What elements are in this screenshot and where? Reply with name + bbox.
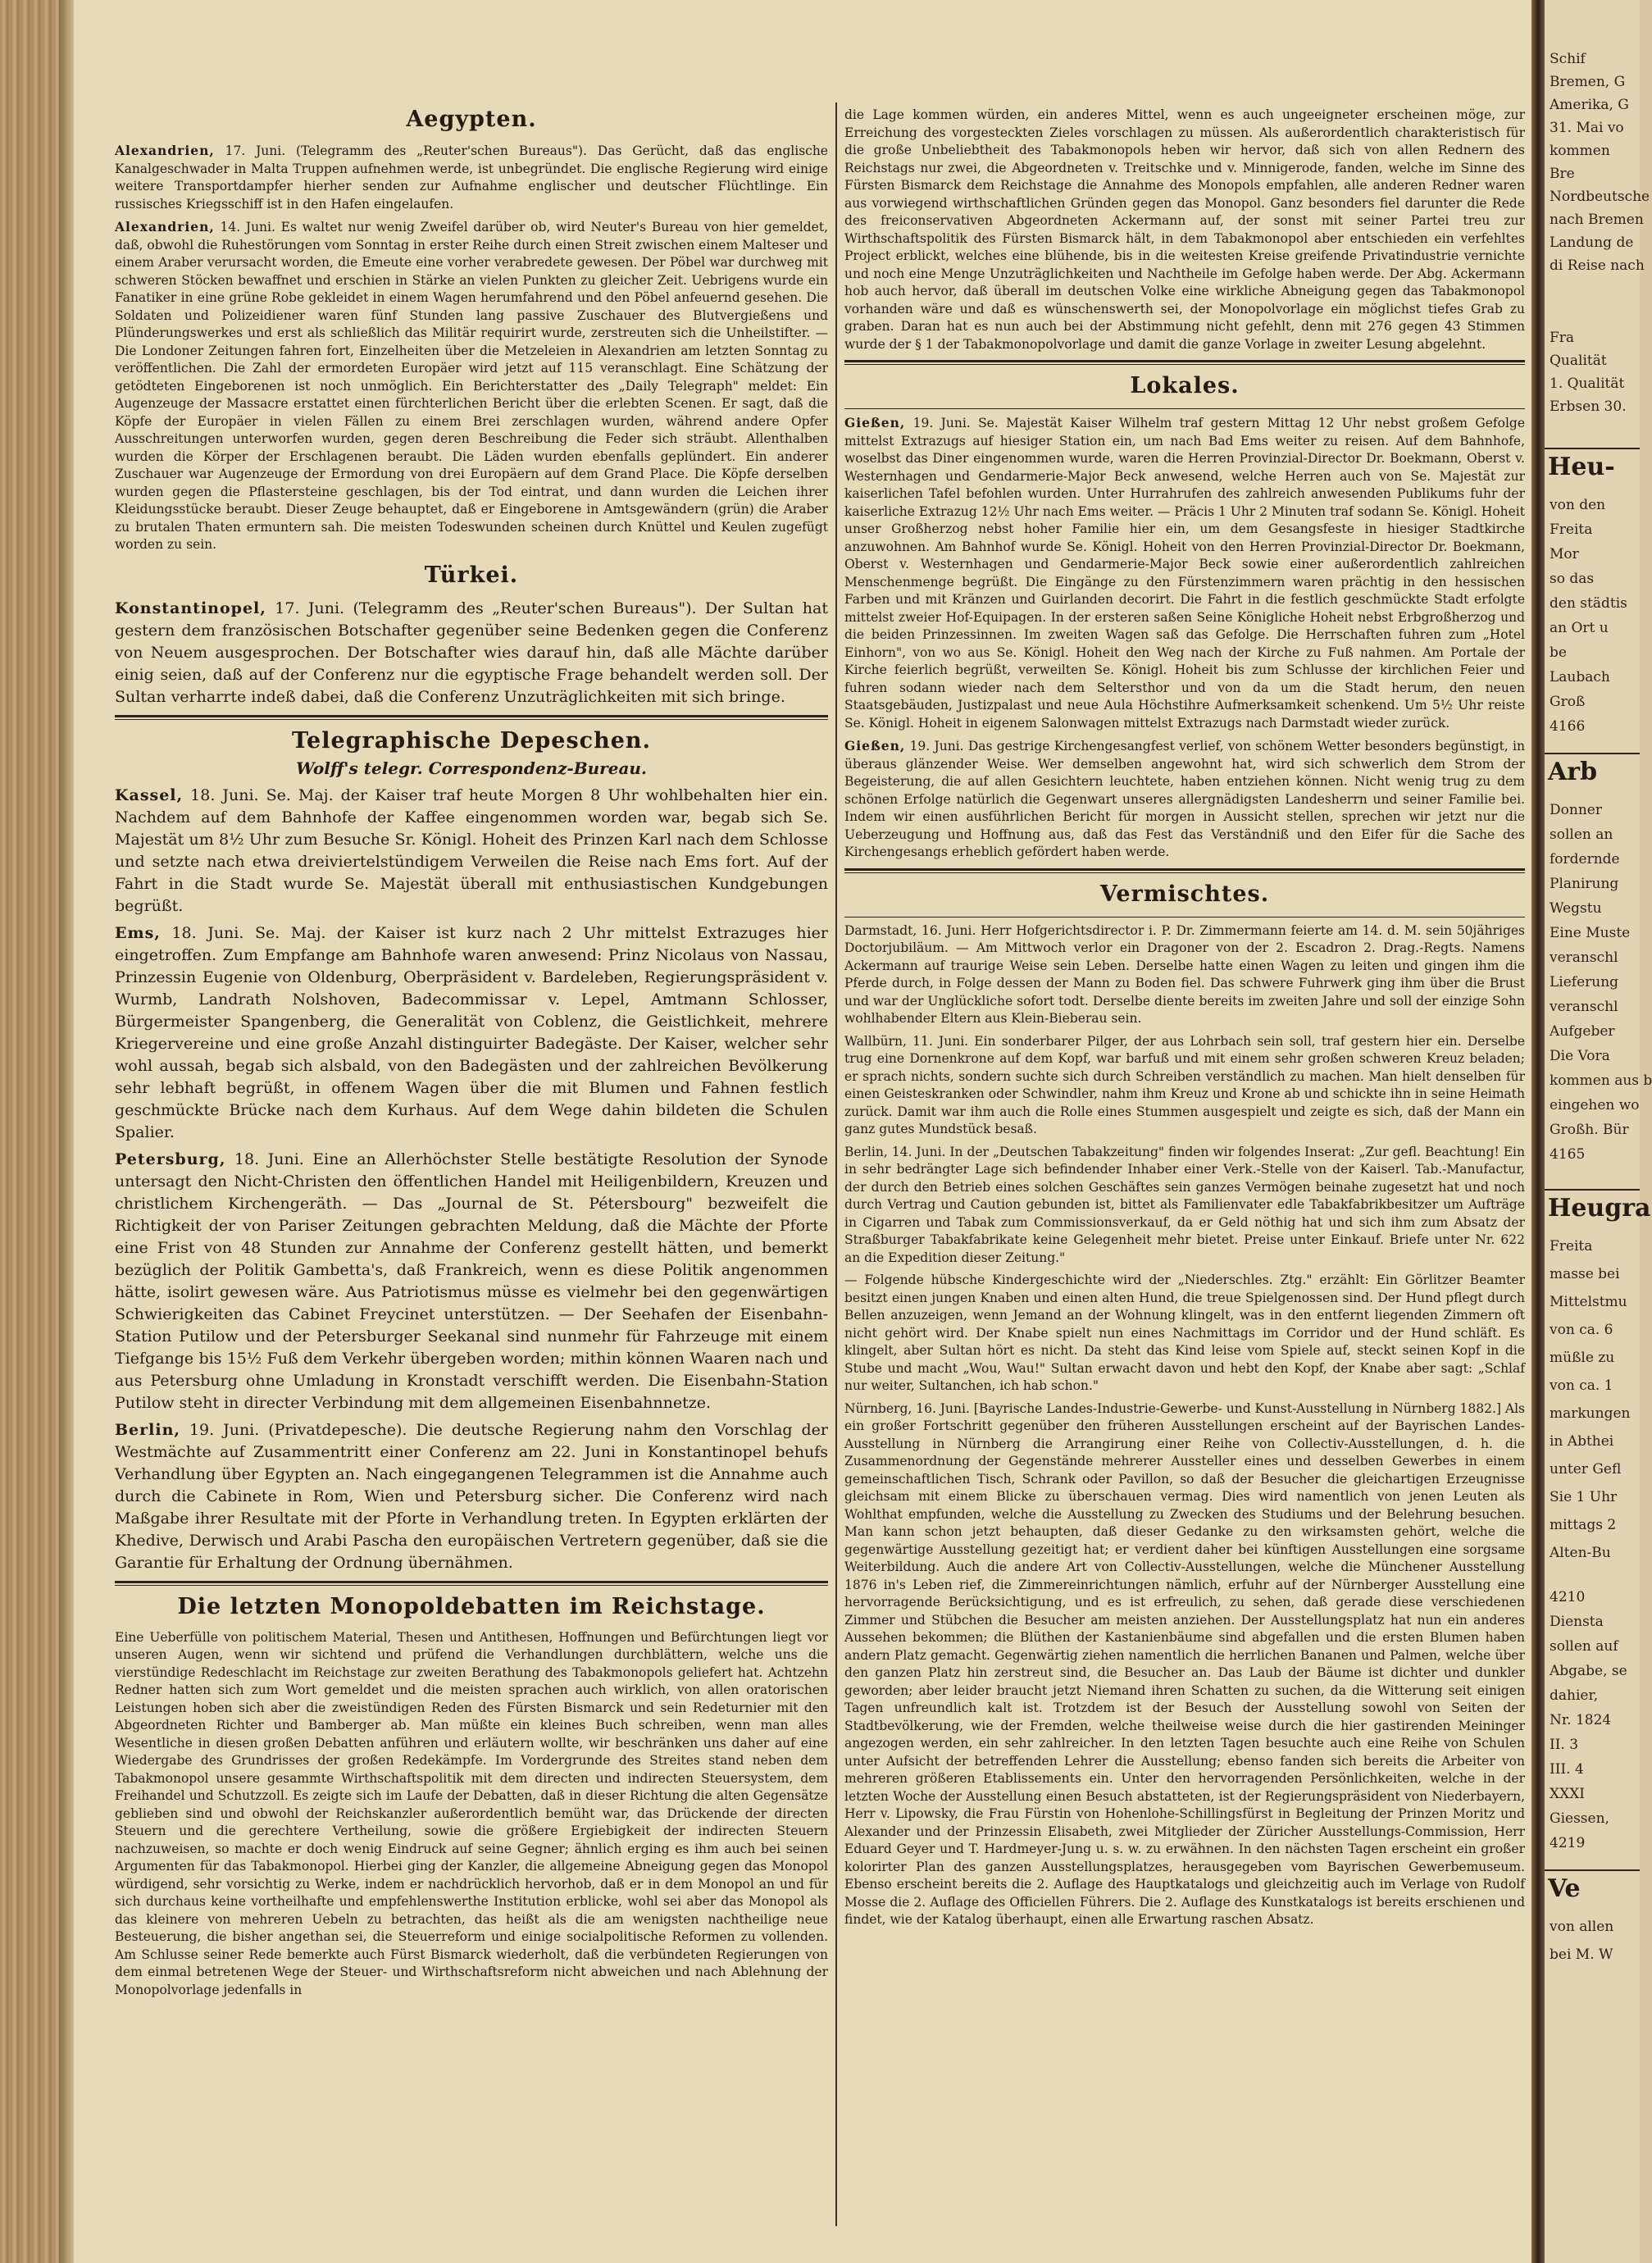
adjacent-page-line: Groß bbox=[1550, 694, 1586, 710]
article-paragraph: Darmstadt, 16. Juni. Herr Hofgerichtsdirector i. P. Dr. Zimmermann feierte am 14. d. M. sein 50jähriges Doctorjubiläum. — Am Mittwoch verlor ein Dragoner von der 2. Escadron 2. Drag.-Regts. Namens Ackermann auf traurige Weise sein Leben. Derselbe hatte einen Wagen zu leiten und gingen ihm die Pferde durch, in Folge dessen der Mann zu Boden fiel. Das schwere Fuhrwerk ging ihm über die Brust und war der Unglückliche sofort todt. Derselbe diente bereits im zweiten Jahre und soll der einzige Sohn wohlhabender Eltern aus Klein-Bieberau sein. bbox=[844, 922, 1525, 1026]
adjacent-page-line: Qualität bbox=[1550, 353, 1607, 369]
article-paragraph: Gießen, 19. Juni. Das gestrige Kirchengesangfest verlief, von schönem Wetter besonders begünstigt, in überaus glänzender Weise. Wer demselben angewohnt hat, wird sich schwerlich dem Strom der Begeisterung, die auf allen Gesichtern leuchtete, haben entziehen können. Nicht wenig trug zu dem schönen Erfolge natürlich die Gegenwart unseres allergnädigsten Landesherrn und seiner Familie bei. Indem wir einen ausführlichen Bericht für morgen in Aussicht stellen, sprechen wir jetzt nur die Ueberzeugung und Hoffnung aus, daß das Fest das Verständniß und den Eifer für die Sache des Kirchengesangs erheblich gefördert haben werde. bbox=[844, 738, 1525, 859]
section-rule bbox=[844, 408, 1525, 409]
adjacent-page-line: be bbox=[1550, 644, 1567, 661]
adjacent-page-line: von ca. 1 bbox=[1550, 1377, 1613, 1394]
adjacent-page-line: markungen bbox=[1550, 1405, 1631, 1422]
adjacent-page-line: III. 4 bbox=[1550, 1761, 1584, 1778]
adjacent-page-line: XXXI bbox=[1550, 1786, 1586, 1802]
adjacent-page-line: Bre bbox=[1550, 166, 1575, 182]
dateline: Gießen, bbox=[844, 738, 906, 754]
adjacent-page-line: Fra bbox=[1550, 330, 1575, 346]
adjacent-page-line: Nr. 1824 bbox=[1550, 1712, 1612, 1728]
article-paragraph: Ems, 18. Juni. Se. Maj. der Kaiser ist kurz nach 2 Uhr mittelst Extrazuges hier eingetroffen. Zum Empfange am Bahnhofe waren anwesend: Prinz Nicolaus von Nassau, Prinzessin Eugenie von Oldenburg, Oberpräsident v. Bardeleben, Regierungspräsident v. Wurmb, Landrath Nolshoven, Badecommissar v. Lepel, Amtmann Schlosser, Bürgermeister Spangenberg, die Generalität von Coblenz, die Geistlichkeit, mehrere Kriegervereine und eine große Anzahl distinguirter Badegäste. Der Kaiser, welcher sehr wohl aussah, begab sich alsbald, von den Badegästen und der zahlreichen Bevölkerung sehr lebhaft begrüßt, in offenem Wagen über die mit Blumen und Fahnen festlich geschmückte Brücke nach dem Kurhaus. Auf dem Wege dahin bildeten die Schulen Spalier. bbox=[115, 923, 828, 1141]
adjacent-page-line: Landung de bbox=[1550, 234, 1634, 251]
adjacent-page-line: Sie 1 Uhr bbox=[1550, 1489, 1618, 1505]
article-paragraph: Kassel, 18. Juni. Se. Maj. der Kaiser traf heute Morgen 8 Uhr wohlbehalten hier ein. Nachdem auf dem Bahnhofe der Kaffee eingenommen worden war, begab sich Se. Majestät um 8½ Uhr zum Besuche Sr. Königl. Hoheit des Prinzen Karl nach dem Schlosse und setzte nach etwa dreiviertelstündigem Verweilen die Reise nach Ems fort. Auf der Fahrt in die Stadt wurde Se. Majestät überall mit enthusiastischen Kundgebungen begrüßt. bbox=[115, 785, 828, 915]
adjacent-page-line: kommen aus b bbox=[1550, 1072, 1652, 1089]
adjacent-page-line: Eine Muste bbox=[1550, 925, 1631, 941]
section-heading-vermischtes: Vermischtes. bbox=[1099, 881, 1270, 907]
section-subheading: Wolff's telegr. Correspondenz-Bureau. bbox=[296, 758, 647, 778]
section-rule bbox=[844, 868, 1525, 873]
dateline: Gießen, bbox=[844, 415, 906, 430]
adjacent-page-rule bbox=[1545, 753, 1640, 754]
adjacent-page-line: an Ort u bbox=[1550, 620, 1609, 636]
adjacent-page-line: in Abthei bbox=[1550, 1433, 1614, 1450]
adjacent-page-line: Mor bbox=[1550, 546, 1579, 562]
adjacent-page-line: sollen an bbox=[1550, 826, 1613, 843]
adjacent-page-line: 31. Mai vo bbox=[1550, 120, 1624, 136]
adjacent-page-line: Großh. Bür bbox=[1550, 1122, 1629, 1138]
article-paragraph: die Lage kommen würden, ein anderes Mittel, wenn es auch ungeeigneter erscheinen möge, zur Erreichung des vorgesteckten Zieles vorschlagen zu müssen. Als außerordentlich charakteristisch für die große Unbeliebtheit des Tabakmonopols heben wir hervor, daß sich von allen Rednern des Reichstags nur zwei, die Abgeordneten v. Treitschke und v. Minnigerode, fanden, welche im Sinne des Fürsten Bismarck dem Reichstage die Annahme des Monopols empfahlen, alle anderen Redner waren aus vorwiegend wirthschaftlichen Gründen gegen das Monopol. Ganz besonders fiel darunter die Rede des freiconservativen Abgeordneten Ackermann auf, der sonst mit seiner Partei treu zur Wirthschaftspolitik des Fürsten Bismarck hält, in dem Tabakmonopol aber entschieden ein verfehltes Project erblickt, welches eine blühende, bis in die weitesten Kreise greifende Privatindustrie vernichte und noch eine Menge Unzuträglichkeiten und Nachtheile im Gefolge haben werde. Der Abg. Ackermann hob auch hervor, daß überall im deutschen Volke eine wirkliche Abneigung gegen das Tabakmonopol vorhanden wäre und daß es wünschenswerth sei, der Monopolvorlage ein möglichst tiefes Grab zu graben. Daran hat es nun auch bei der Abstimmung nicht gefehlt, denn mit 276 gegen 43 Stimmen wurde der § 1 der Tabakmonopolvorlage und damit die ganze Vorlage in zweiter Lesung abgelehnt. bbox=[844, 107, 1525, 352]
column-divider bbox=[835, 102, 837, 2226]
dateline: Konstantinopel, bbox=[115, 599, 266, 617]
article-paragraph: Gießen, 19. Juni. Se. Majestät Kaiser Wilhelm traf gestern Mittag 12 Uhr nebst großem Gefolge mittelst Extrazugs auf hiesiger Station ein, um nach Bad Ems weiter zu reisen. Auf dem Bahnhofe, woselbst das Diner eingenommen wurde, waren die Herren Provinzial-Director Dr. Boekmann, Oberst v. Westernhagen und Gendarmerie-Major Beck anwesend, welche Herren auch von Se. Majestät zur kaiserlichen Tafel befohlen wurden. Unter Hurrahrufen des zahlreich anwesenden Publikums fuhr der kaiserliche Extrazug 12½ Uhr nach Ems weiter. — Präcis 1 Uhr 2 Minuten traf sodann Se. Königl. Hoheit unser Großherzog nebst hoher Familie hier ein, um dem Gesangsfeste in hiesiger Stadtkirche anzuwohnen. Am Bahnhof wurde Se. Königl. Hoheit von den Herren Provinzial-Director Dr. Boekmann, Oberst v. Westernhagen und Gendarmerie-Major Beck sowie einer außerordentlich zahlreichen Menschenmenge begrüßt. Die Eingänge zu den Fürstenzimmern waren prächtig in den hessischen Farben und mit Kränzen und Guirlanden decorirt. Die Fahrt in die festlich geschmückte Stadt erfolgte mittelst zweier Hof-Equipagen. In der ersteren saßen Seine Königliche Hoheit nebst Erbgroßherzog und die beiden Prinzessinnen. Im zweiten Wagen saß das Gefolge. Die Herrschaften fuhren zum „Hotel Einhorn", von wo aus Se. Königl. Hoheit den Weg nach der Kirche zu Fuß nahmen. Am Portale der Kirche feierlich begrüßt, verweilten Se. Königl. Hoheit bis zum Schlusse der kirchlichen Feier und fuhren sodann wieder nach dem Seltersthor und von da um die Stadt herum, den neuen Staatsgebäuden, Justizpalast und neue Aula Höchstihre Aufmerksamkeit schenkend. Um 5½ Uhr reiste Se. Königl. Hoheit in eigenem Salonwagen mittelst Extrazugs nach Darmstadt wieder zurück. bbox=[844, 415, 1525, 731]
adjacent-page-line: di Reise nach bbox=[1550, 257, 1645, 274]
adjacent-page-heading: Arb bbox=[1548, 758, 1598, 786]
dateline: Alexandrien, bbox=[115, 219, 215, 234]
article-paragraph: Konstantinopel, 17. Juni. (Telegramm des „Reuter'schen Bureaus"). Der Sultan hat gestern dem französischen Botschafter gegenüber seine Bedenken gegen die Conferenz von Neuem ausgesprochen. Der Botschafter wies darauf hin, daß alle Mächte darüber einig seien, daß auf der Conferenz nur die egyptische Frage behandelt werden soll. Der Sultan verharrte indeß dabei, daß die Conferenz Unzuträglichkeiten mit sich bringe. bbox=[115, 599, 828, 706]
section-rule bbox=[115, 715, 828, 720]
adjacent-page-line: Planirung bbox=[1550, 876, 1619, 892]
article-paragraph: Berlin, 19. Juni. (Privatdepesche). Die deutsche Regierung nahm den Vorschlag der Westmächte auf Zusammentritt einer Conferenz am 22. Juni in Konstantinopel behufs Verhandlung über Egypten an. Nach eingegangenen Telegrammen ist die Annahme auch durch die Cabinete in Rom, Wien und Petersburg sicher. Die Conferenz wird nach Maßgabe ihrer Resultate mit der Pforte in Verhandlung treten. In Egypten erklärten der Khedive, Derwisch und Arabi Pascha den europäischen Vertretern gegenüber, daß sie die Garantie für Erhaltung der Ordnung übernähmen. bbox=[115, 1420, 828, 1572]
adjacent-page-rule bbox=[1545, 448, 1640, 449]
adjacent-page-line: Lieferung bbox=[1550, 974, 1619, 990]
article-paragraph: Petersburg, 18. Juni. Eine an Allerhöchster Stelle bestätigte Resolution der Synode untersagt den Nicht-Christen den öffentlichen Handel mit Heiligenbildern, Kreuzen und christlichem Kirchengeräth. — Das „Journal de St. Pétersbourg" bezweifelt die Richtigkeit der von Pariser Zeitungen gebrachten Meldung, daß die Mächte der Pforte eine Frist von 48 Stunden zur Annahme der Conferenz gestellt hätten, und bemerkt bezüglich der Politik Gambetta's, daß Frankreich, wenn es diese Politik angenommen hätte, isolirt gewesen wäre. Aus Patriotismus müsse es vielmehr bei den gegenwärtigen Schwierigkeiten das Cabinet Freycinet unterstützen. — Der Seehafen der Eisenbahn-Station Putilow und der Petersburger Seekanal sind nunmehr für Fahrzeuge mit einem Tiefgange bis 15½ Fuß dem Verkehr übergeben worden; mithin können Waaren nach und aus Petersburg ohne Umladung in Kronstadt verschifft werden. Die Eisenbahn-Station Putilow steht in directer Verbindung mit dem allgemeinen Eisenbahnnetze. bbox=[115, 1150, 828, 1412]
adjacent-page-line: müßle zu bbox=[1550, 1350, 1615, 1366]
adjacent-page-line: veranschl bbox=[1550, 999, 1618, 1015]
section-heading-depeschen: Telegraphische Depeschen. bbox=[292, 727, 651, 754]
section-rule bbox=[844, 360, 1525, 365]
article-paragraph: Wallbürn, 11. Juni. Ein sonderbarer Pilger, der aus Lohrbach sein soll, traf gestern hier ein. Derselbe trug eine Dornenkrone auf dem Kopf, war barfuß und mit einem sehr großen schweren Kreuz beladen; er sprach nichts, sondern suchte sich durch Schreiben verständlich zu machen. Man hielt denselben für einen Geisteskranken oder Schwindler, nahm ihm Kreuz und Krone ab und schickte ihn in seine Heimath zurück. Damit war ihm auch die Rolle eines Stummen ausgespielt und zeigte es sich, daß der Mann ein ganz gutes Mundstück besaß. bbox=[844, 1033, 1525, 1136]
adjacent-page bbox=[1545, 0, 1652, 2263]
adjacent-page-line: unter Gefl bbox=[1550, 1461, 1622, 1478]
adjacent-page-line: 4219 bbox=[1550, 1835, 1586, 1851]
section-heading-lokales: Lokales. bbox=[1130, 373, 1240, 398]
article-paragraph: Nürnberg, 16. Juni. [Bayrische Landes-Industrie-Gewerbe- und Kunst-Ausstellung in Nürnberg 1882.] Als ein großer Fortschritt gegenüber den früheren Ausstellungen erscheint auf der Bayrischen Landes-Ausstellung in Nürnberg die Arrangirung einer Reihe von Collectiv-Ausstellungen, d. h. die Zusammenordnung der Gegenstände mehrerer Aussteller eines und desselben Gewerbes in einem gemeinschaftlichen Tisch, Schrank oder Pavillon, so daß der Besucher die gleichartigen Erzeugnisse gleichsam mit einem Blicke zu überschauen vermag. Dies wird namentlich von jenen Leuten als Wohlthat empfunden, welche die Ausstellung zu Zwecken des Studiums und der Belehrung besuchen. Man kann schon jetzt behaupten, daß dieser Gedanke zu den wirksamsten gehört, welche die gegenwärtige Ausstellung gezeitigt hat; er verdient daher bei künftigen Ausstellungen eine sorgsame Weiterbildung. Auch die andere Art von Collectiv-Ausstellungen, welche die Münchener Ausstellung 1876 in's Leben rief, die Zimmereinrichtungen nämlich, erfuhr auf der Nürnberger Ausstellung eine hervorragende Berücksichtigung, und es ist erfreulich, zu sehen, daß gerade diese verschiedenen Zimmer und Stübchen die Besucher am meisten anziehen. Der Ausstellungsplatz hat nun ein anderes Aussehen bekommen; die Blüthen der Kastanienbäume sind abgefallen und die ersten Blumen haben andern Platz gemacht. Gegenwärtig ziehen namentlich die herrlichen Bananen und Palmen, welche über den ganzen Platz hin zerstreut sind, die Besucher an. Das Laub der Bäume ist dichter und dunkler geworden; aber leider braucht jetzt Niemand ihren Schatten zu suchen, da die Witterung seit einigen Tagen unfreundlich kalt ist. Trotzdem ist der Besuch der Ausstellung sowohl von Seiten der Stadtbevölkerung, wie der Fremden, welche theilweise weise durch die hier gastirenden Meininger angezogen werden, ein sehr zahlreicher. In den letzten Tagen besuchte auch eine Reihe von Schulen unter Aufsicht der betreffenden Lehrer die Ausstellung; ebenso fanden sich bereits die Arbeiter von mehreren größeren Etablissements ein. Unter den hervorragenden Persönlichkeiten, welche in der letzten Woche der Ausstellung einen Besuch abstatteten, ist der Regierungspräsident von Niederbayern, Herr v. Lipowsky, die Frau Fürstin von Hohenlohe-Schillingsfürst in Begleitung der Prinzen Moritz und Alexander und der Prinzessin Elisabeth, zwei Mitglieder der Züricher Ausstellungs-Commission, Herr Eduard Geyer und T. Hardmeyer-Jung u. s. w. zu erwähnen. In den nächsten Tagen erscheint ein großer kolorirter Plan des ganzen Ausstellungsplatzes, herausgegeben vom Bayrischen Gewerbemuseum. Ebenso erscheint bereits die 2. Auflage des Hauptkatalogs und gleichzeitig auch im Verlage von Rudolf Mosse die 2. Auflage des Officiellen Führers. Die 2. Auflage des Kunstkatalogs ist bereits erschienen und findet, wie der Katalog überhaupt, einen alle Erwartung raschen Absatz. bbox=[844, 1400, 1526, 1927]
adjacent-page-rule bbox=[1545, 1189, 1640, 1191]
adjacent-page-line: eingehen wo bbox=[1550, 1097, 1640, 1113]
dateline: Berlin, bbox=[115, 1420, 181, 1439]
article-paragraph: — Folgende hübsche Kindergeschichte wird der „Niederschles. Ztg." erzählt: Ein Görlitzer Beamter besitzt einen jungen Knaben und einen alten Hund, die treue Spielgenossen sind. Der Hund pflegt durch Bellen anzuzeigen, wenn Jemand an der Wohnung klingelt, was in den entfernt liegenden Zimmern oft nicht gehört wird. Der Knabe spielt nun eines Nachmittags im Corridor und der Hund schläft. Es klingelt, aber Sultan hört es nicht. Da steht das Kind leise vom Spiele auf, steckt seinen Kopf in die Stube und macht „Wou, Wau!" Sultan erwacht davon und hebt den Kopf, der Knabe aber sagt: „Schlaf nur weiter, Sultanchen, ich hab schon." bbox=[844, 1273, 1525, 1393]
dateline: Ems, bbox=[115, 923, 161, 942]
book-gutter bbox=[1531, 0, 1545, 2263]
adjacent-page-line: Abgabe, se bbox=[1550, 1663, 1627, 1679]
adjacent-page-line: 4166 bbox=[1550, 718, 1586, 735]
dateline: Alexandrien, bbox=[115, 143, 215, 158]
adjacent-page-line: Mittelstmu bbox=[1550, 1294, 1627, 1310]
article-paragraph: Alexandrien, 17. Juni. (Telegramm des „Reuter'schen Bureaus"). Das Gerücht, daß das englische Kanalgeschwader in Malta Truppen aufnehmen werde, ist unbegründet. Die englische Regierung wird einige weitere Transportdampfer hierher senden zur Aufnahme englischer und deutscher Flüchtlinge. Ein russisches Kriegsschiff ist in den Hafen eingelaufen. bbox=[115, 143, 828, 212]
adjacent-page-line: II. 3 bbox=[1550, 1737, 1579, 1753]
page-edge bbox=[59, 0, 74, 2263]
book-spine bbox=[0, 0, 59, 2263]
right-column bbox=[844, 107, 1525, 1934]
adjacent-page-line: dahier, bbox=[1550, 1687, 1599, 1704]
adjacent-page-line: fordernde bbox=[1550, 851, 1620, 867]
adjacent-page-line: bei M. W bbox=[1550, 1947, 1613, 1963]
adjacent-page-line: den städtis bbox=[1550, 595, 1627, 612]
adjacent-page-line: Alten-Bu bbox=[1550, 1545, 1611, 1561]
adjacent-page-line: Diensta bbox=[1550, 1614, 1604, 1630]
adjacent-page-line: masse bei bbox=[1550, 1266, 1620, 1282]
adjacent-page-line: von den bbox=[1550, 497, 1606, 513]
adjacent-page-line: Nordbeutsche bbox=[1550, 189, 1650, 205]
section-heading-tuerkei: Türkei. bbox=[424, 562, 519, 588]
adjacent-page-heading: Heu- bbox=[1548, 453, 1615, 481]
adjacent-page-line: Amerika, G bbox=[1550, 97, 1629, 113]
adjacent-page-line: von allen bbox=[1550, 1919, 1614, 1935]
adjacent-page-line: Wegstu bbox=[1550, 900, 1602, 917]
adjacent-page-line: Aufgeber bbox=[1550, 1023, 1615, 1040]
adjacent-page-line: Erbsen 30. bbox=[1550, 398, 1627, 415]
adjacent-page-line: Giessen, bbox=[1550, 1810, 1609, 1827]
left-column bbox=[115, 98, 828, 2004]
adjacent-page-line: 4210 bbox=[1550, 1589, 1586, 1605]
dateline: Kassel, bbox=[115, 785, 184, 804]
adjacent-page-line: mittags 2 bbox=[1550, 1517, 1617, 1533]
adjacent-page-line: Schif bbox=[1550, 51, 1586, 67]
article-paragraph: Berlin, 14. Juni. In der „Deutschen Tabakzeitung" finden wir folgendes Inserat: „Zur gefl. Beachtung! Ein in sehr bedrängter Lage sich befindender Inhaber einer Verk.-Stelle von der Kaiserl. Tab.-Manufactur, der durch den Betrieb eines solchen Geschäftes sein ganzes Vermögen beinahe zugesetzt hat und noch durch Vertrag und Caution gebunden ist, bittet als Familienvater edle Tabakfabrikbesitzer um Aufträge in Cigarren und Tabak zum Commissionsverkauf, da er Geld nöthig hat und sich ihm zum Absatz der Straßburger Tabakfabrikate keine Gelegenheit mehr bietet. Preise unter Einkauf. Briefe unter Nr. 622 an die Expedition dieser Zeitung." bbox=[844, 1144, 1525, 1265]
adjacent-page-line: so das bbox=[1550, 571, 1595, 587]
adjacent-page-line: Bremen, G bbox=[1550, 74, 1626, 90]
adjacent-page-line: nach Bremen bbox=[1550, 212, 1644, 228]
adjacent-page-line: Laubach bbox=[1550, 669, 1610, 685]
adjacent-page-line: 1. Qualität bbox=[1550, 376, 1625, 392]
adjacent-page-rule bbox=[1545, 1869, 1640, 1871]
adjacent-page-line: von ca. 6 bbox=[1550, 1322, 1613, 1338]
adjacent-page-heading: Ve bbox=[1548, 1874, 1581, 1903]
section-rule bbox=[115, 1581, 828, 1586]
article-paragraph: Alexandrien, 14. Juni. Es waltet nur wenig Zweifel darüber ob, wird Neuter's Bureau von hier gemeldet, daß, obwohl die Ruhestörungen vom Sonntag in erster Reihe durch einen Streit zwischen einem Malteser und einem Araber verursacht worden, die Emeute eine vorher verabredete gewesen. Der Pöbel war durchweg mit schweren Stöcken bewaffnet und erschien in Stärke an vielen Punkten zu gleicher Zeit. Uebrigens wurde ein Fanatiker in eine grüne Robe gekleidet in einem Wagen herumfahrend und den Pöbel anfeuernd gesehen. Die Soldaten und Polizeidiener waren fünf Stunden lang passive Zuschauer des Blutvergießens und Plünderungswerkes und erst als schließlich das Militär requirirt wurde, zerstreuten sich die Unheilstifter. — Die Londoner Zeitungen fahren fort, Einzelheiten über die Metzeleien in Alexandrien am letzten Sonntag zu veröffentlichen. Die Zahl der ermordeten Europäer wird jetzt auf 115 veranschlagt. Eine Schätzung der getödteten Eingeborenen ist noch unmöglich. Ein Berichterstatter des „Daily Telegraph" meldet: Ein Augenzeuge der Massacre erstattet einen fürchterlichen Bericht über die erlebten Scenen. Er sagt, daß die Köpfe der Europäer in vielen Fällen zu einem Brei zerschlagen wurden, während andere Opfer Ausschreitungen unterworfen wurden, gegen deren Beschreibung die Feder sich sträubt. Allenthalben wurden die Körper der Erschlagenen beraubt. Die Läden wurden ebenfalls geplündert. Ein anderer Zuschauer war Augenzeuge der Ermordung von drei Europäern auf dem Grand Place. Die Köpfe derselben wurden gegen die Pflastersteine geschlagen, bis der Tod eintrat, und dann wurden die Leichen ihrer Kleidungsstücke beraubt. Dieser Zeuge behauptet, daß er Eingeborene in Amtsgewändern (grün) die Araber zu brutalen Thaten ermuntern sah. Die meisten Todeswunden scheinen durch Knüttel und Keulen zugefügt worden zu sein. bbox=[115, 219, 828, 552]
adjacent-page-line: sollen auf bbox=[1550, 1638, 1618, 1655]
adjacent-page-line: Donner bbox=[1550, 802, 1602, 818]
adjacent-page-line: 4165 bbox=[1550, 1146, 1586, 1163]
article-paragraph: Eine Ueberfülle von politischem Material, Thesen und Antithesen, Hoffnungen und Befürchtungen liegt vor unseren Augen, wenn wir sichtend und prüfend die Verhandlungen durchblättern, welche uns die vierstündige Redeschlacht im Reichstage zur zweiten Berathung des Tabakmonopols geliefert hat. Achtzehn Redner hatten sich zum Wort gemeldet und die meisten sprachen auch wirklich, von allen oratorischen Leistungen hoben sich aber die zweistündigen Reden des Fürsten Bismarck und sein Redeturnier mit den Abgeordneten Richter und Bamberger ab. Man müßte ein kleines Buch schreiben, wenn man alles Wesentliche in diesen großen Debatten anführen und erläutern wollte, wir beschränken uns daher auf eine Wiedergabe des Grundrisses der großen Redekämpfe. Im Vordergrunde des Streites stand neben dem Tabakmonopol unsere gesammte Wirthschaftspolitik mit dem directen und indirecten Steuersystem, dem Freihandel und Schutzzoll. Es zeigte sich im Laufe der Debatten, daß in dieser Richtung die alten Gegensätze geblieben sind und obwohl der Reichskanzler außerordentlich bemüht war, das Drückende der directen Steuern und die gerechtere Vertheilung, sowie die größere Ergiebigkeit der indirecten Steuern nachzuweisen, so machte er doch wenig Eindruck auf seine Gegner; ähnlich erging es ihm auch bei seinen Argumenten für das Tabakmonopol. Hierbei ging der Kanzler, die allgemeine Abneigung gegen das Monopol würdigend, sehr vorsichtig zu Werke, indem er nachdrücklich hervorhob, daß er in dem Monopol an und für sich durchaus keine vortheilhafte und empfehlenswerthe Institution erblicke, wohl sei aber das Monopol als das kleinere von mehreren Uebeln zu betrachten, das heißt als die am wenigsten nachtheilige neue Besteuerung, die bisher angethan sei, die Steuerreform und einige socialpolitische Reformen zu vollenden. Am Schlusse seiner Rede bemerkte auch Fürst Bismarck wiederholt, daß die verbündeten Regierungen von dem einmal betretenen Wege der Steuer- und Wirthschaftsreform nicht abweichen und nach Ablehnung der Monopolvorlage jedenfalls in bbox=[115, 1629, 828, 1997]
section-heading-monopol: Die letzten Monopoldebatten im Reichstage. bbox=[177, 1593, 766, 1619]
adjacent-page-line: Die Vora bbox=[1550, 1048, 1610, 1064]
dateline: Petersburg, bbox=[115, 1150, 226, 1168]
adjacent-page-line: Freita bbox=[1550, 1238, 1593, 1254]
adjacent-page-line: veranschl bbox=[1550, 949, 1618, 966]
adjacent-page-heading: Heugra bbox=[1548, 1194, 1651, 1223]
adjacent-page-line: kommen bbox=[1550, 143, 1610, 159]
adjacent-page-line: Freita bbox=[1550, 521, 1593, 538]
section-heading-aegypten: Aegypten. bbox=[406, 107, 537, 132]
